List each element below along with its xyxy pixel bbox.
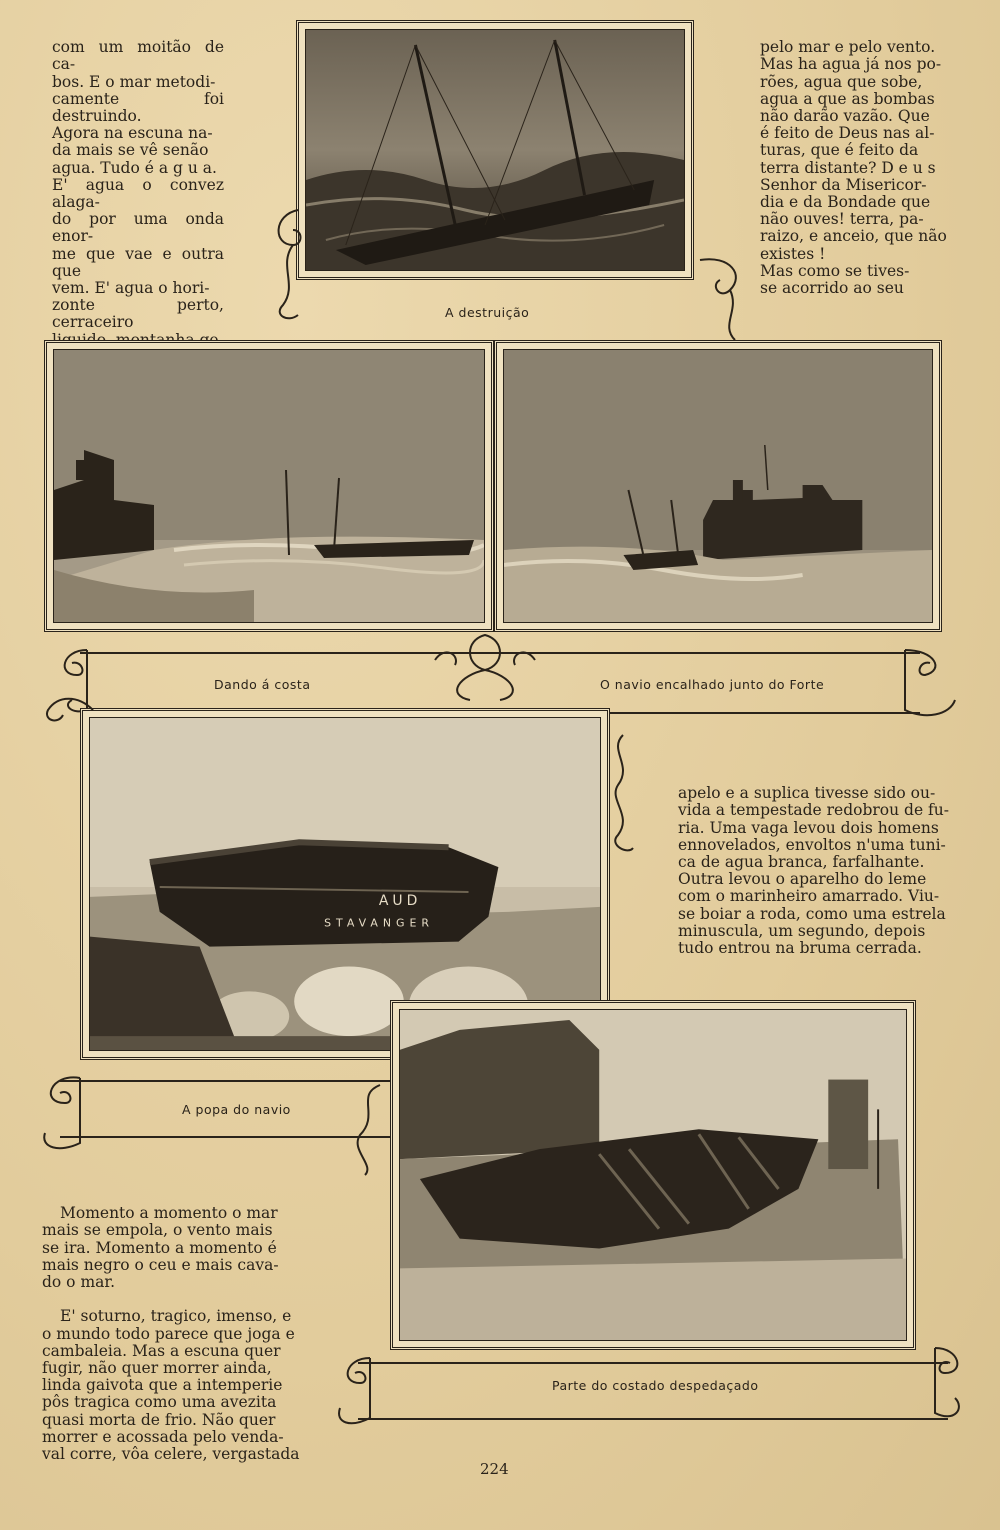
ship-by-fort-image <box>504 350 932 622</box>
broken-hull-image <box>400 1010 906 1340</box>
ship-in-storm-image <box>306 30 684 270</box>
scroll-ornament-left <box>268 205 308 325</box>
paragraph: apelo e a suplica tivesse sido ou- vida a tempestade redobrou de fu- ria. Uma vaga levou dois homens ennovelados, envoltos n'uma tuni- ca de agua branca, farfalhante. Outra levou o aparelho do leme com o marinheiro amarrado. Viu- se boiar a roda, como uma estrela minuscula, um segundo, depois tudo entrou na bruma cerrada. <box>678 784 950 958</box>
photo-frame-destruction <box>296 20 694 280</box>
scroll-ornament-right <box>690 255 750 345</box>
paragraph: pelo mar e pelo vento. Mas ha agua já nos po- rões, agua que sobe, agua a que as bombas não darão vazão. Que é feito de Deus nas al- turas, que é feito da terra distante? D e u s Senhor da Misericor- dia e da Bondade que não ouves! terra, pa- raizo, e anceio, que não existes ! Mas como se tives- se acorrido ao seu <box>760 38 947 298</box>
caption-coast: Dando á costa <box>214 677 311 692</box>
banner-curl-hull-right-icon <box>925 1338 970 1428</box>
photo-hull <box>399 1009 907 1341</box>
caption-fort: O navio encalhado junto do Forte <box>600 677 825 692</box>
caption-hull: Parte do costado despedaçado <box>552 1378 759 1393</box>
banner-curl-right-icon <box>895 645 965 725</box>
paragraph: Momento a momento o mar mais se empola, o vento mais se ira. Momento a momento é mais negro o ceu e mais cava- do o mar. <box>42 1204 279 1292</box>
photo-frame-coast <box>44 340 494 632</box>
photo-frame-hull <box>390 1000 916 1350</box>
article-column-bottom-left <box>42 1188 304 1480</box>
caption-stern: A popa do navio <box>182 1102 291 1117</box>
ship-name-line2: STAVANGER <box>324 916 434 930</box>
scroll-ornament-stern-right <box>608 730 638 860</box>
caption-destruction: A destruição <box>445 305 530 320</box>
scroll-ornament-stern-left <box>38 690 98 730</box>
ship-near-coast-image <box>54 350 484 622</box>
article-column-mid-right <box>678 768 950 974</box>
page-number: 224 <box>480 1460 509 1478</box>
photo-frame-fort <box>494 340 942 632</box>
banner-center-ornament-icon <box>425 630 545 710</box>
photo-coast <box>53 349 485 623</box>
photo-fort <box>503 349 933 623</box>
photo-destruction <box>305 29 685 271</box>
paragraph: com um moitão de ca- bos. E o mar metodi- camente foi destruindo. Agora na escuna na- da mais se vê senão agua. Tudo é a g u a. E' agua o convez alaga- do por uma onda enor- me que vae e outra que vem. E' agua o hori- zonte perto, cerraceiro <box>52 38 224 332</box>
banner-curl-hull-left-icon <box>330 1348 380 1433</box>
article-column-top-right <box>760 22 948 314</box>
ship-name-line1: AUD <box>378 892 422 909</box>
paragraph: E' soturno, tragico, imenso, e o mundo todo parece que joga e cambaleia. Mas a escuna quer fugir, não quer morrer ainda, linda gaivota que a intemperie pôs tragica como uma avezita quasi morta de frio. Não quer morrer e acossada pelo venda- val corre, vôa celere, vergastada <box>42 1307 300 1464</box>
banner-curl-stern-icon <box>30 1068 90 1158</box>
scroll-ornament-hull-left <box>350 1080 390 1180</box>
